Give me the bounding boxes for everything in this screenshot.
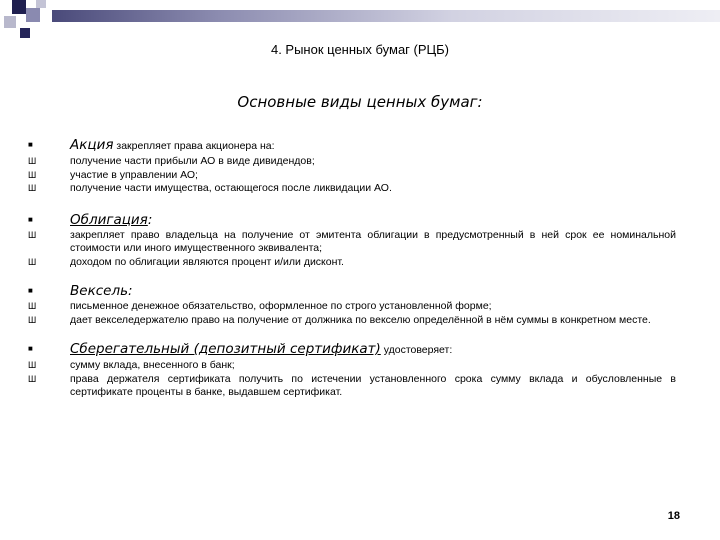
bond-heading: Облигация	[70, 211, 148, 228]
header-gradient-bar	[52, 10, 720, 22]
certificate-heading-suffix: удостоверяет:	[380, 344, 453, 356]
sub-bullet-icon: Ш	[28, 314, 37, 325]
sub-bullet-icon: Ш	[28, 229, 37, 240]
bill-heading: Вексель:	[70, 283, 133, 299]
list-item	[28, 169, 676, 183]
bill-item: письменное денежное обязательство, оформленное по строго установленной форме;	[70, 300, 492, 312]
decor-square	[20, 28, 30, 38]
decor-square	[36, 0, 46, 8]
list-item	[28, 359, 676, 373]
section-heading-bond	[28, 211, 676, 229]
bond-heading-suffix: :	[147, 211, 153, 228]
page-number: 18	[667, 510, 680, 522]
stock-item: участие в управлении АО;	[70, 168, 198, 181]
list-item	[28, 155, 676, 169]
stock-item: получение части прибыли АО в виде дивидендов;	[70, 155, 315, 167]
sub-bullet-icon: Ш	[28, 373, 37, 384]
certificate-item: сумму вклада, внесенного в банк;	[70, 359, 235, 371]
decor-square	[12, 0, 26, 14]
list-item	[28, 182, 676, 196]
list-item	[28, 314, 676, 328]
sub-bullet-icon: Ш	[28, 256, 37, 267]
sub-bullet-icon: Ш	[28, 169, 37, 180]
sub-bullet-icon: Ш	[28, 301, 37, 311]
list-item	[28, 300, 676, 314]
square-bullet-icon: ■	[28, 140, 33, 149]
decor-square	[4, 16, 16, 28]
sub-bullet-icon: Ш	[28, 156, 37, 166]
stock-heading-suffix: закрепляет права акционера на:	[113, 140, 275, 152]
slide-title: 4. Рынок ценных бумаг (РЦБ)	[270, 42, 450, 57]
decor-square	[26, 8, 40, 22]
certificate-item: права держателя сертификата получить по истечении установленного срока сумму вклада и обусловленные в сертификате проценты в банке, выдавшем сертификат.	[70, 372, 676, 398]
list-item	[28, 373, 676, 400]
list-item	[28, 229, 676, 256]
section-heading-bill	[28, 282, 676, 300]
list-item	[28, 256, 676, 270]
bond-item: закрепляет право владельца на получение от эмитента облигации в предусмотренный в ней срок ее номинальной стоимости или иного имущественного эквивалента;	[70, 228, 676, 254]
bill-item: дает векселедержателю право на получение от должника по векселю определённой в нём суммы в конкретном месте.	[70, 313, 651, 326]
stock-item: получение части имущества, остающегося после ликвидации АО.	[70, 182, 392, 194]
sub-bullet-icon: Ш	[28, 183, 37, 193]
section-heading-stock	[28, 136, 676, 155]
section-heading-certificate	[28, 340, 676, 359]
square-bullet-icon: ■	[28, 344, 33, 353]
square-bullet-icon: ■	[28, 286, 33, 295]
bond-item: доходом по облигации являются процент и/или дисконт.	[70, 255, 344, 268]
square-bullet-icon: ■	[28, 214, 33, 224]
certificate-heading: Сберегательный (депозитный сертификат)	[70, 341, 381, 357]
slide-content	[28, 136, 676, 400]
stock-heading: Акция	[70, 137, 114, 153]
slide-subtitle: Основные виды ценных бумаг:	[237, 93, 483, 111]
sub-bullet-icon: Ш	[28, 360, 37, 370]
